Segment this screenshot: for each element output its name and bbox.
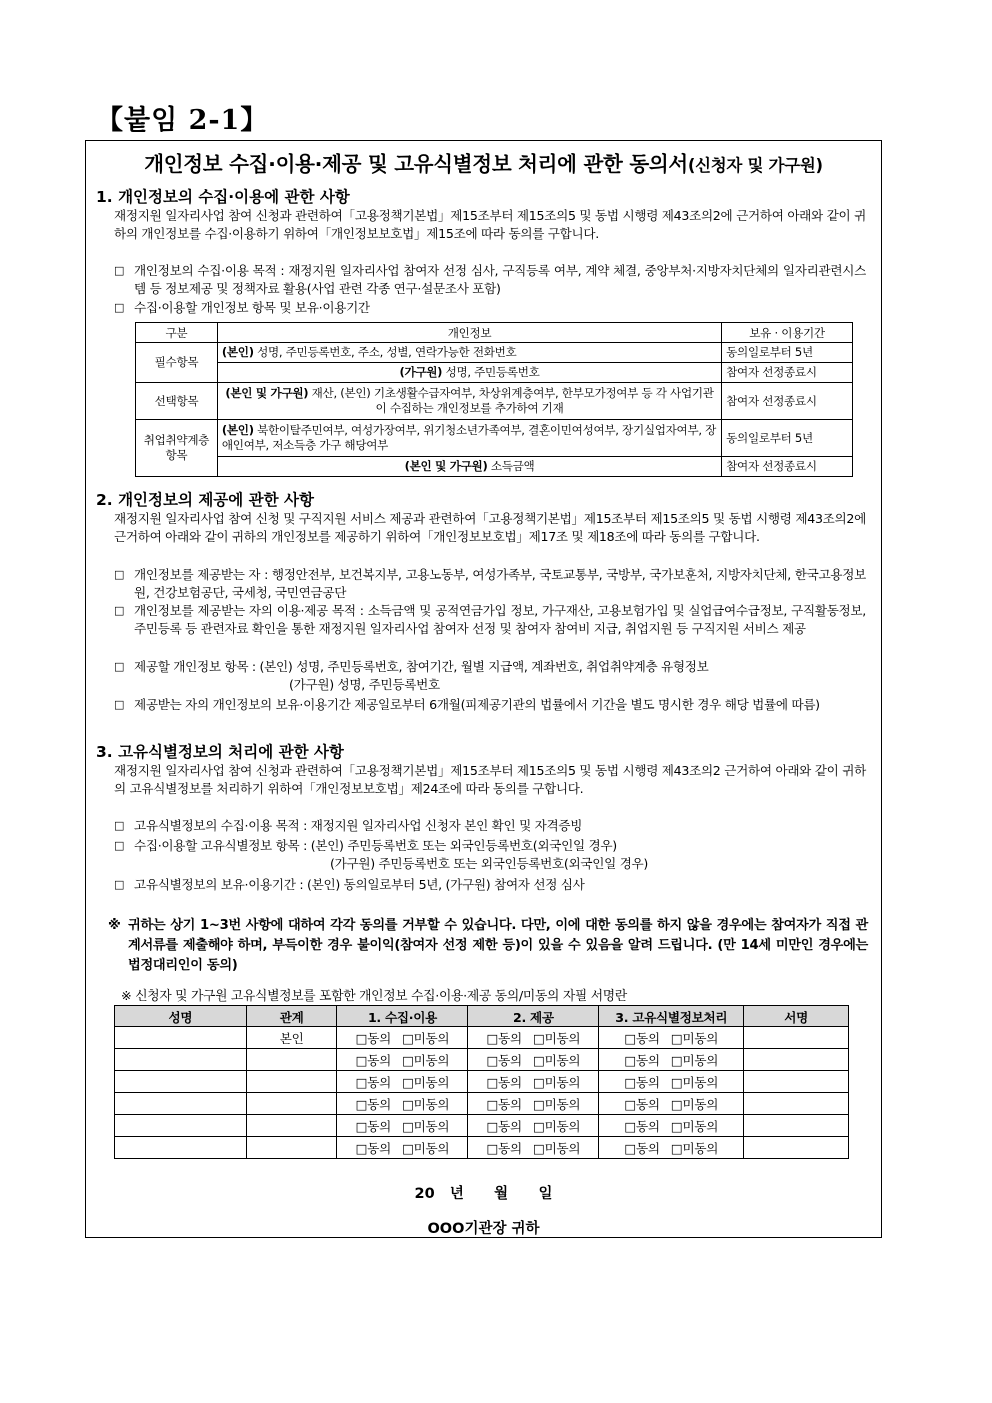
- relation-cell[interactable]: [246, 1093, 337, 1115]
- title-sub: (신청자 및 가구원): [687, 156, 823, 175]
- collect-disagree-checkbox[interactable]: □미동의: [402, 1097, 450, 1112]
- name-cell[interactable]: [115, 1115, 247, 1137]
- collect-agree-checkbox[interactable]: □동의: [355, 1141, 391, 1156]
- provide-agree-checkbox[interactable]: □동의: [486, 1075, 522, 1090]
- provide-consent-cell: [468, 1071, 599, 1093]
- provide-agree-checkbox[interactable]: □동의: [486, 1119, 522, 1134]
- unique-consent-cell: [599, 1027, 744, 1049]
- col-unique-id: 3. 고유식별정보처리: [599, 1006, 744, 1027]
- notice-mark: ※: [108, 918, 121, 933]
- unique-consent-cell: [599, 1049, 744, 1071]
- relation-cell[interactable]: [246, 1049, 337, 1071]
- signature-cell[interactable]: [744, 1137, 849, 1159]
- collect-consent-cell: [337, 1137, 468, 1159]
- unique-disagree-checkbox[interactable]: □미동의: [670, 1075, 719, 1090]
- refusal-notice: ※ 귀하는 상기 1~3번 사항에 대하여 각각 동의를 거부할 수 있습니다. 다만, 이에 대한 동의를 하지 않을 경우에는 참여자가 직접 관계서류를 제출해야 하며, 부득이한 경우 불이익(참여자 선정 제한 등)이 있을 수 있음을 알려 드립니다. (만 14세 미만인 경우에는 법정대리인이 동의): [108, 918, 868, 973]
- signature-cell[interactable]: [744, 1027, 849, 1049]
- relation-cell[interactable]: [246, 1137, 337, 1159]
- section-3-bullet-purpose: □ 고유식별정보의 수집·이용 목적 : 재정지원 일자리사업 신청자 본인 확인 및 자격증빙: [114, 818, 583, 833]
- name-cell[interactable]: [115, 1049, 247, 1071]
- collection-items-table: [135, 322, 853, 477]
- provide-disagree-checkbox[interactable]: □미동의: [533, 1075, 581, 1090]
- unique-agree-checkbox[interactable]: □동의: [624, 1075, 660, 1090]
- row-vulnerable-income-period: 참여자 선정종료시: [722, 457, 853, 477]
- unique-disagree-checkbox[interactable]: □미동의: [670, 1031, 719, 1046]
- col-period: 보유 · 이용기간: [722, 323, 853, 343]
- collect-disagree-checkbox[interactable]: □미동의: [402, 1075, 450, 1090]
- section-2-heading: 2. 개인정보의 제공에 관한 사항: [96, 491, 314, 509]
- attachment-label: 【붙임 2-1】: [96, 105, 269, 136]
- col-info: 개인정보: [217, 323, 721, 343]
- signature-table: [114, 1005, 849, 1159]
- provide-agree-checkbox[interactable]: □동의: [486, 1031, 522, 1046]
- signature-row: [115, 1137, 849, 1159]
- section-1-bullet-items: □ 수집·이용할 개인정보 항목 및 보유·이용기간: [114, 300, 370, 315]
- unique-agree-checkbox[interactable]: □동의: [624, 1119, 660, 1134]
- section-2-bullet-recipients: □ 개인정보를 제공받는 자 : 행정안전부, 보건복지부, 고용노동부, 여성가족부, 국토교통부, 국방부, 국가보훈처, 지방자치단체, 한국고용정보원, 건강보험공단, 국세청, 국민연금공단: [114, 567, 866, 600]
- title-main: 개인정보 수집·이용·제공 및 고유식별정보 처리에 관한 동의서: [144, 152, 688, 176]
- collect-disagree-checkbox[interactable]: □미동의: [402, 1141, 450, 1156]
- cat-optional: 선택항목: [136, 383, 218, 420]
- signature-cell[interactable]: [744, 1071, 849, 1093]
- collect-consent-cell: [337, 1049, 468, 1071]
- section-1-heading: 1. 개인정보의 수집·이용에 관한 사항: [96, 188, 350, 206]
- collect-disagree-checkbox[interactable]: □미동의: [402, 1053, 450, 1068]
- provide-consent-cell: [468, 1049, 599, 1071]
- bullet-mark: □: [114, 698, 125, 711]
- section-2-bullet-period: □ 제공받는 자의 개인정보의 보유·이용기간 제공일로부터 6개월(피제공기관의 법률에서 기간을 별도 명시한 경우 해당 법률에 따름): [114, 697, 820, 712]
- name-cell[interactable]: [115, 1137, 247, 1159]
- unique-consent-cell: [599, 1093, 744, 1115]
- consent-form: [85, 140, 882, 1238]
- signature-row: [115, 1093, 849, 1115]
- relation-cell[interactable]: [246, 1071, 337, 1093]
- bullet-mark: □: [114, 264, 125, 277]
- cat-vulnerable: 취업취약계층항목: [136, 420, 218, 477]
- row-required-household: (가구원) 성명, 주민등록번호: [217, 363, 721, 383]
- section-1-intro: 재정지원 일자리사업 참여 신청과 관련하여「고용정책기본법」제15조부터 제15조의5 및 동법 시행령 제43조의2에 근거하여 아래와 같이 귀하의 개인정보를 수집·이용하기 위하여「개인정보보호법」제15조에 따라 동의를 구합니다.: [114, 208, 866, 241]
- provide-consent-cell: [468, 1093, 599, 1115]
- section-2-bullet-purpose: □ 개인정보를 제공받는 자의 이용·제공 목적 : 소득금액 및 공적연금가입 정보, 가구재산, 고용보험가입 및 실업급여수급정보, 구직활동정보, 주민등록 등 관련자료 확인을 통한 재정지원 일자리사업 참여자 선정 및 참여자 참여비 지급, 취업지원 등 구직지원 서비스 제공: [114, 603, 866, 636]
- bullet-mark: □: [114, 301, 125, 314]
- row-required-self: (본인) 성명, 주민등록번호, 주소, 성별, 연락가능한 전화번호: [217, 343, 721, 363]
- collect-consent-cell: [337, 1093, 468, 1115]
- section-3-bullet-period: □ 고유식별정보의 보유·이용기간 : (본인) 동의일로부터 5년, (가구원) 참여자 선정 심사: [114, 877, 585, 892]
- unique-agree-checkbox[interactable]: □동의: [624, 1031, 660, 1046]
- unique-disagree-checkbox[interactable]: □미동의: [670, 1097, 719, 1112]
- col-category: 구분: [136, 323, 218, 343]
- relation-cell[interactable]: [246, 1115, 337, 1137]
- signature-caption: ※ 신청자 및 가구원 고유식별정보를 포함한 개인정보 수집·이용·제공 동의/미동의 자필 서명란: [121, 989, 627, 1004]
- signature-cell[interactable]: [744, 1049, 849, 1071]
- provide-agree-checkbox[interactable]: □동의: [486, 1141, 522, 1156]
- collect-consent-cell: [337, 1027, 468, 1049]
- provide-disagree-checkbox[interactable]: □미동의: [533, 1053, 581, 1068]
- cat-required: 필수항목: [136, 343, 218, 383]
- provide-consent-cell: [468, 1137, 599, 1159]
- bullet-mark: □: [114, 604, 125, 617]
- collect-consent-cell: [337, 1071, 468, 1093]
- unique-disagree-checkbox[interactable]: □미동의: [670, 1119, 719, 1134]
- row-required-self-period: 동의일로부터 5년: [722, 343, 853, 363]
- bullet-mark: □: [114, 819, 125, 832]
- row-optional: (본인 및 가구원) 재산, (본인) 기초생활수급자여부, 차상위계층여부, 한부모가정여부 등 각 사업기관이 수집하는 개인정보를 추가하여 기재: [217, 383, 721, 420]
- signature-row: [115, 1071, 849, 1093]
- signature-row: [115, 1115, 849, 1137]
- provide-disagree-checkbox[interactable]: □미동의: [533, 1141, 581, 1156]
- provide-disagree-checkbox[interactable]: □미동의: [533, 1031, 581, 1046]
- row-vulnerable-self-period: 동의일로부터 5년: [722, 420, 853, 457]
- name-cell[interactable]: [115, 1093, 247, 1115]
- name-cell[interactable]: [115, 1071, 247, 1093]
- relation-cell[interactable]: 본인: [246, 1027, 337, 1049]
- unique-disagree-checkbox[interactable]: □미동의: [670, 1141, 719, 1156]
- collect-consent-cell: [337, 1115, 468, 1137]
- collect-agree-checkbox[interactable]: □동의: [355, 1031, 391, 1046]
- unique-consent-cell: [599, 1115, 744, 1137]
- signature-row: [115, 1027, 849, 1049]
- bullet-mark: □: [114, 660, 125, 673]
- provide-agree-checkbox[interactable]: □동의: [486, 1097, 522, 1112]
- name-cell[interactable]: [115, 1027, 247, 1049]
- section-1-bullet-purpose: □ 개인정보의 수집·이용 목적 : 재정지원 일자리사업 참여자 선정 심사, 구직등록 여부, 계약 체결, 중앙부처·지방자치단체의 일자리관련시스템 등 정보제공 및 정책자료 활용(사업 관련 각종 연구·설문조사 포함): [114, 263, 866, 296]
- section-3-heading: 3. 고유식별정보의 처리에 관한 사항: [96, 743, 344, 761]
- provide-disagree-checkbox[interactable]: □미동의: [533, 1097, 581, 1112]
- unique-agree-checkbox[interactable]: □동의: [624, 1053, 660, 1068]
- bullet-mark: □: [114, 839, 125, 852]
- section-2-intro: 재정지원 일자리사업 참여 신청 및 구직지원 서비스 제공과 관련하여「고용정책기본법」제15조부터 제15조의5 및 동법 시행령 제43조의2에 근거하여 아래와 같이 귀하의 개인정보를 제공하기 위하여「개인정보보호법」제17조 및 제18조에 따라 동의를 구합니다.: [114, 511, 866, 544]
- collect-agree-checkbox[interactable]: □동의: [355, 1097, 391, 1112]
- row-vulnerable-income: (본인 및 가구원) 소득금액: [217, 457, 721, 477]
- col-relation: 관계: [246, 1006, 337, 1027]
- col-provide: 2. 제공: [468, 1006, 599, 1027]
- unique-consent-cell: [599, 1071, 744, 1093]
- bullet-mark: □: [114, 878, 125, 891]
- document-title: [86, 147, 881, 177]
- col-name: 성명: [115, 1006, 247, 1027]
- signature-cell[interactable]: [744, 1093, 849, 1115]
- row-required-household-period: 참여자 선정종료시: [722, 363, 853, 383]
- collect-agree-checkbox[interactable]: □동의: [355, 1053, 391, 1068]
- section-3-bullet-items: □ 수집·이용할 고유식별정보 항목 : (본인) 주민등록번호 또는 외국인등록번호(외국인일 경우) (가구원) 주민등록번호 또는 외국인등록번호(외국인일 경우): [114, 838, 649, 871]
- row-optional-period: 참여자 선정종료시: [722, 383, 853, 420]
- collect-disagree-checkbox[interactable]: □미동의: [402, 1119, 450, 1134]
- date-line: 20 년 월 일: [414, 1186, 553, 1202]
- unique-consent-cell: [599, 1137, 744, 1159]
- signature-cell[interactable]: [744, 1115, 849, 1137]
- unique-agree-checkbox[interactable]: □동의: [624, 1141, 660, 1156]
- collect-agree-checkbox[interactable]: □동의: [355, 1075, 391, 1090]
- provide-agree-checkbox[interactable]: □동의: [486, 1053, 522, 1068]
- collect-disagree-checkbox[interactable]: □미동의: [402, 1031, 450, 1046]
- collect-agree-checkbox[interactable]: □동의: [355, 1119, 391, 1134]
- row-vulnerable-self: (본인) 북한이탈주민여부, 여성가장여부, 위기청소년가족여부, 결혼이민여성여부, 장기실업자여부, 장애인여부, 저소득층 가구 해당여부: [217, 420, 721, 457]
- section-2-bullet-items: □ 제공할 개인정보 항목 : (본인) 성명, 주민등록번호, 참여기간, 월별 지급액, 계좌번호, 취업취약계층 유형정보 (가구원) 성명, 주민등록번호: [114, 659, 709, 692]
- provide-consent-cell: [468, 1115, 599, 1137]
- signature-row: [115, 1049, 849, 1071]
- bullet-mark: □: [114, 568, 125, 581]
- col-collect: 1. 수집·이용: [337, 1006, 468, 1027]
- unique-disagree-checkbox[interactable]: □미동의: [670, 1053, 719, 1068]
- provide-disagree-checkbox[interactable]: □미동의: [533, 1119, 581, 1134]
- col-signature: 서명: [744, 1006, 849, 1027]
- section-3-intro: 재정지원 일자리사업 참여 신청과 관련하여「고용정책기본법」제15조부터 제15조의5 및 동법 시행령 제43조의2 근거하여 아래와 같이 귀하의 고유식별정보를 처리하기 위하여「개인정보보호법」제24조에 따라 동의를 구합니다.: [114, 763, 866, 796]
- addressee: OOO기관장 귀하: [427, 1221, 540, 1237]
- unique-agree-checkbox[interactable]: □동의: [624, 1097, 660, 1112]
- provide-consent-cell: [468, 1027, 599, 1049]
